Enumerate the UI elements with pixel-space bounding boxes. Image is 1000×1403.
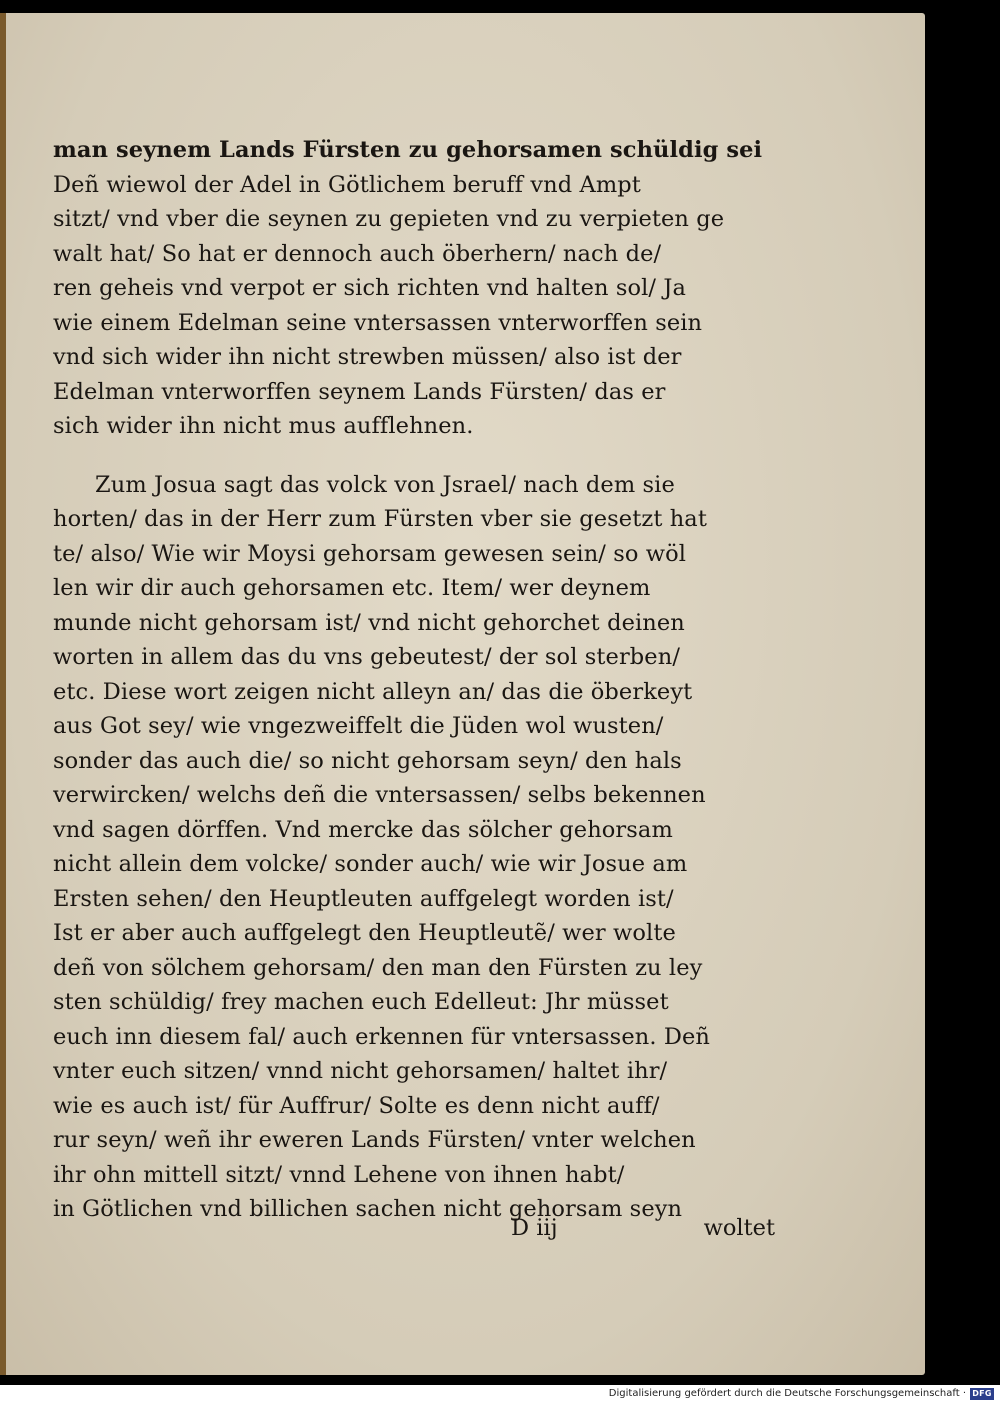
text-line: sten schüldig/ frey machen euch Edelleut: Jhr müsset — [53, 989, 669, 1015]
signature-mark: D iij — [511, 1215, 558, 1241]
text-line: verwircken/ welchs deñ die vntersassen/ selbs bekennen — [53, 782, 706, 808]
text-line: ihr ohn mittell sitzt/ vnnd Lehene von ihnen habt/ — [53, 1161, 625, 1188]
text-line: vnter euch sitzen/ vnnd nicht gehorsamen/ haltet ihr/ — [53, 1058, 668, 1084]
text-line: aus Got sey/ wie vngezweiffelt die Jüden wol wusten/ — [53, 713, 664, 739]
text-line: wie einem Edelman seine vntersassen vnterworffen sein — [53, 309, 703, 336]
text-line: wie es auch ist/ für Auffrur/ Solte es denn nicht auff/ — [53, 1092, 660, 1119]
text-line: in Götlichen vnd billichen sachen nicht gehorsam seyn — [53, 1196, 683, 1222]
text-line: deñ von sölchem gehorsam/ den man den Fürsten zu ley — [53, 954, 703, 981]
text-line: euch inn diesem fal/ auch erkennen für vntersassen. Deñ — [53, 1023, 710, 1050]
credit-text: Digitalisierung gefördert durch die Deutsche Forschungsgemeinschaft · — [608, 1388, 966, 1399]
catchword: woltet — [703, 1215, 775, 1241]
text-line: nicht allein dem volcke/ sonder auch/ wie wir Josue am — [53, 851, 688, 877]
text-line: sitzt/ vnd vber die seynen zu gepieten vnd zu verpieten ge — [53, 206, 725, 232]
text-line: munde nicht gehorsam ist/ vnd nicht gehorchet deinen — [53, 609, 685, 636]
text-line: ren geheis vnd verpot er sich richten vnd halten sol/ Ja — [53, 275, 686, 301]
text-line: walt hat/ So hat er dennoch auch öberhern/ nach de/ — [53, 240, 662, 267]
text-line: vnd sagen dörffen. Vnd mercke das sölcher gehorsam — [53, 816, 673, 843]
paragraph-1 — [53, 133, 775, 444]
binding-edge — [0, 13, 6, 1375]
text-line: Ersten sehen/ den Heuptleuten auffgelegt worden ist/ — [53, 885, 674, 912]
text-block — [53, 133, 775, 1227]
text-line: sonder das auch die/ so nicht gehorsam seyn/ den hals — [53, 747, 682, 774]
dfg-logo-icon[interactable]: DFG — [970, 1388, 994, 1400]
text-line: sich wider ihn nicht mus aufflehnen. — [53, 413, 474, 439]
text-line: Edelman vnterworffen seynem Lands Fürsten/ das er — [53, 378, 666, 405]
paragraph-2 — [53, 468, 775, 1227]
text-line: vnd sich wider ihn nicht strewben müssen/ also ist der — [53, 344, 682, 370]
page-footer-line — [53, 1210, 775, 1246]
book-page — [3, 13, 925, 1375]
text-line: worten in allem das du vns gebeutest/ der sol sterben/ — [53, 644, 680, 670]
text-line: te/ also/ Wie wir Moysi gehorsam gewesen sein/ so wöl — [53, 540, 687, 567]
text-line: Deñ wiewol der Adel in Götlichem beruff vnd Ampt — [53, 171, 641, 198]
text-line: etc. Diese wort zeigen nicht alleyn an/ das die öberkeyt — [53, 678, 693, 705]
text-line: len wir dir auch gehorsamen etc. Item/ wer deynem — [53, 575, 651, 601]
text-line: horten/ das in der Herr zum Fürsten vber sie gesetzt hat — [53, 506, 707, 532]
text-line: Ist er aber auch auffgelegt den Heuptleutẽ/ wer wolte — [53, 920, 676, 946]
text-line: Zum Josua sagt das volck von Jsrael/ nach dem sie — [95, 471, 675, 498]
credit-bar — [0, 1385, 1000, 1403]
text-line: man seynem Lands Fürsten zu gehorsamen schüldig sei — [53, 137, 763, 163]
text-line: rur seyn/ weñ ihr eweren Lands Fürsten/ vnter welchen — [53, 1127, 696, 1153]
